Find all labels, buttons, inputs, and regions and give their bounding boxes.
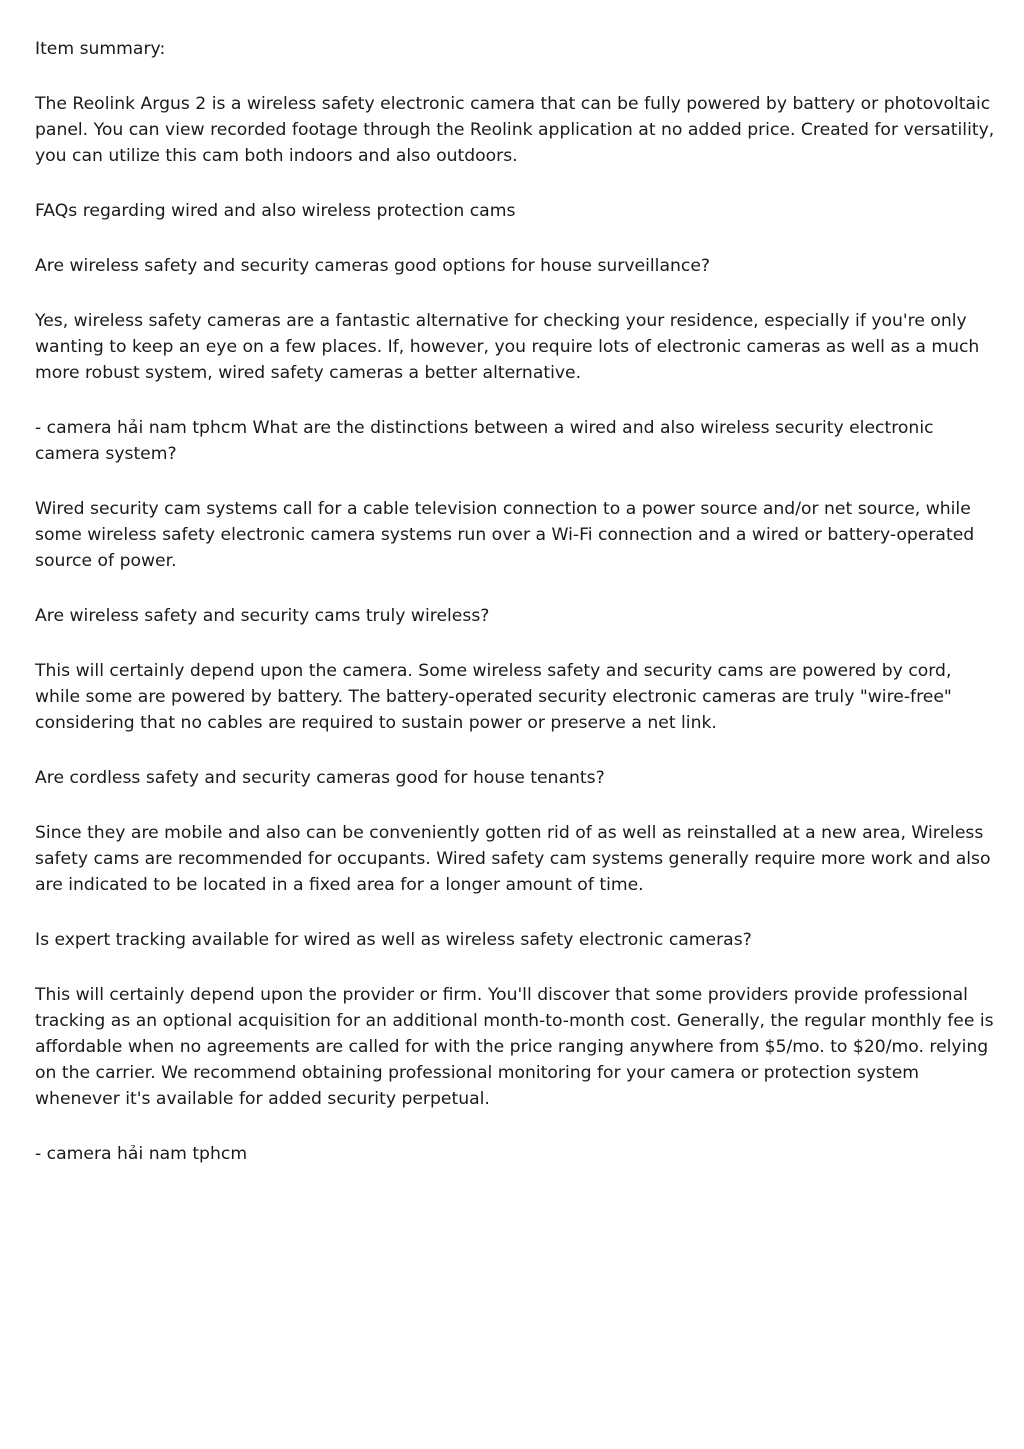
faq-question-4: Are cordless safety and security cameras good for house tenants? <box>35 768 605 788</box>
faq-question-1: Are wireless safety and security cameras good options for house surveillance? <box>35 256 711 276</box>
faq-question-3: Are wireless safety and security cams truly wireless? <box>35 606 490 626</box>
closing-link-text: - camera hải nam tphcm <box>35 1144 248 1164</box>
faq-answer-4: Since they are mobile and also can be conveniently gotten rid of as well as reinstalled at a new area, Wireless safety cams are recommended for occupants. Wired safety cam systems generally require more work and also are indicated to be located in a fixed area for a longer amount of time. <box>35 823 991 895</box>
faq-answer-1: Yes, wireless safety cameras are a fantastic alternative for checking your residence, especially if you're only wanting to keep an eye on a few places. If, however, you require lots of electronic cameras as well as a much more robust system, wired safety cameras a better alternative. <box>35 311 980 383</box>
faq-answer-2: Wired security cam systems call for a cable television connection to a power source and/or net source, while some wireless safety electronic camera systems run over a Wi-Fi connection and a wired or battery-operated source of power. <box>35 499 975 571</box>
faq-question-2: - camera hải nam tphcm What are the distinctions between a wired and also wireless security electronic camera system? <box>35 418 934 464</box>
item-summary-heading: Item summary: <box>35 39 166 59</box>
document-body <box>35 36 995 1196</box>
faq-question-5: Is expert tracking available for wired as well as wireless safety electronic cameras? <box>35 930 752 950</box>
product-description: The Reolink Argus 2 is a wireless safety electronic camera that can be fully powered by battery or photovoltaic panel. You can view recorded footage through the Reolink application at no added price. Created for versatility, you can utilize this cam both indoors and also outdoors. <box>35 94 995 166</box>
faq-answer-5: This will certainly depend upon the provider or firm. You'll discover that some providers provide professional tracking as an optional acquisition for an additional month-to-month cost. Generally, the regular monthly fee is affordable when no agreements are called for with the price ranging anywhere from $5/mo. to $20/mo. relying on the carrier. We recommend obtaining professional monitoring for your camera or protection system whenever it's available for added security perpetual. <box>35 985 994 1109</box>
faq-heading: FAQs regarding wired and also wireless protection cams <box>35 201 516 221</box>
faq-answer-3: This will certainly depend upon the camera. Some wireless safety and security cams are powered by cord, while some are powered by battery. The battery-operated security electronic cameras are truly "wire-free" considering that no cables are required to sustain power or preserve a net link. <box>35 661 952 733</box>
